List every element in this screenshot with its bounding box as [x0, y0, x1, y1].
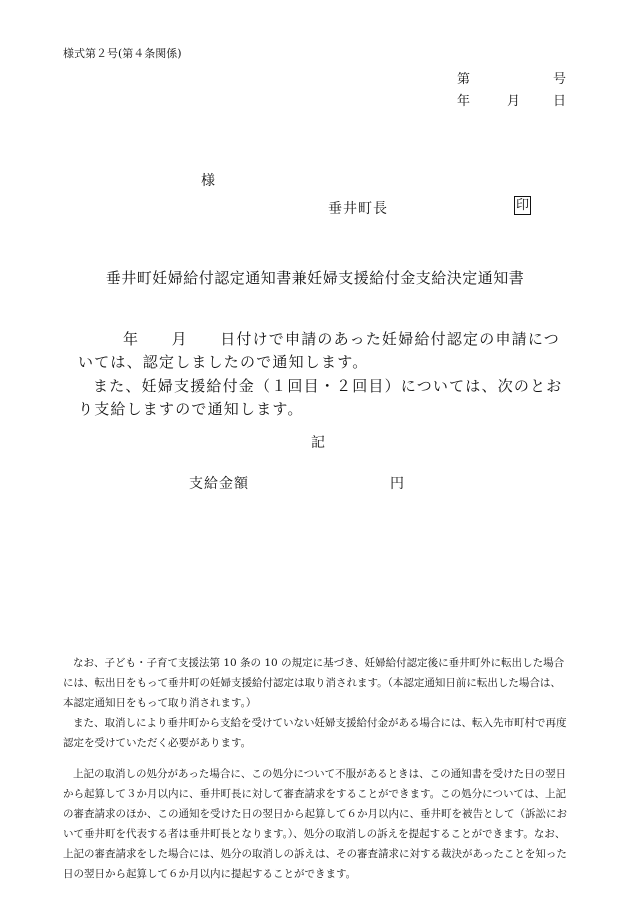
- note-appeal: 上記の取消しの処分があった場合に、この処分について不服があるときは、この通知書を受けた日の翌日から起算して３か月以内に、垂井町長に対して審査請求をすることができます。この処分については、上記の審査請求のほか、この通知を受けた日の翌日から起算して６か月以内に、垂井町を被告として（訴訟において垂井町を代表する者は垂井町長となります。）、処分の取消しの訴えを提起することができます。なお、上記の審査請求をした場合には、処分の取消しの訴えは、その審査請求に対する裁決があったことを知った日の翌日から起算して６か月以内に提起することができます。: [63, 768, 567, 880]
- date-day-label: 日: [553, 94, 567, 109]
- body-paragraph-approval: 年 月 日付けで申請のあった妊婦給付認定の申請については、認定しましたので通知します。: [78, 330, 560, 371]
- date-year-label: 年: [457, 94, 471, 109]
- date-month-label: 月: [507, 94, 521, 109]
- body-paragraph-payment: また、妊婦支援給付金（１回目・２回目）については、次のとおり支給しますので通知します。: [78, 377, 563, 418]
- payment-amount-unit: 円: [390, 476, 404, 492]
- ki-heading: 記: [311, 435, 325, 451]
- sender-name: 垂井町長: [328, 201, 388, 217]
- note-reapplication: また、取消しにより垂井町から支給を受けていない妊婦支援給付金がある場合には、転入先市町村で再度認定を受けていただく必要があります。: [63, 717, 567, 749]
- note-transfer: なお、子ども・子育て支援法第 10 条の 10 の規定に基づき、妊婦給付認定後に垂井町外に転出した場合には、転出日をもって垂井町の妊婦支援給付認定は取り消されます。（本認定通知日前に転出した場合は、本認定通知日をもって取り消されます。）: [63, 657, 565, 709]
- seal-mark: 印: [516, 198, 530, 213]
- number-prefix: 第: [457, 72, 471, 87]
- payment-amount-label: 支給金額: [189, 476, 249, 492]
- recipient-honorific: 様: [201, 173, 215, 189]
- form-number: 様式第２号(第４条関係): [63, 47, 182, 60]
- number-suffix: 号: [553, 72, 567, 87]
- document-title: 垂井町妊婦給付認定通知書兼妊婦支援給付金支給決定通知書: [105, 269, 525, 287]
